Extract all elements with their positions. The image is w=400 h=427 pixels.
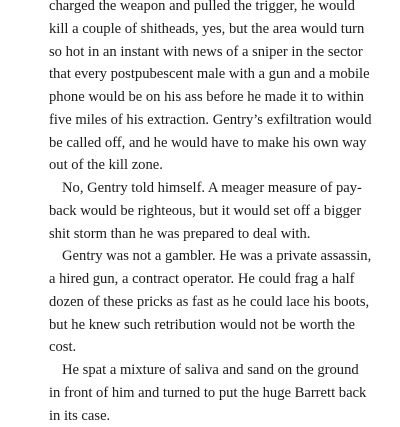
paragraph-1 xyxy=(49,0,354,177)
paragraph-4 xyxy=(49,359,354,427)
text-line: cost. xyxy=(49,336,354,359)
text-line: kill a couple of shitheads, yes, but the area would turn xyxy=(49,18,354,41)
text-line: He spat a mixture of saliva and sand on the ground xyxy=(49,359,354,382)
text-line: phone would be on his ass before he made it to within xyxy=(49,86,354,109)
text-line: in its case. xyxy=(49,405,354,427)
text-line: a hired gun, a contract operator. He could frag a half xyxy=(49,268,354,291)
paragraph-2 xyxy=(49,177,354,245)
text-line: be called off, and he would have to make his own way xyxy=(49,132,354,155)
text-line: dozen of these pricks as fast as he could lace his boots, xyxy=(49,291,354,314)
text-line: five miles of his extraction. Gentry’s exfiltration would xyxy=(49,109,354,132)
text-line: back would be righteous, but it would set off a bigger xyxy=(49,200,354,223)
text-line: Gentry was not a gambler. He was a private assassin, xyxy=(49,245,354,268)
text-line: out of the kill zone. xyxy=(49,154,354,177)
text-line: but he knew such retribution would not be worth the xyxy=(49,314,354,337)
text-line: No, Gentry told himself. A meager measure of pay- xyxy=(49,177,354,200)
text-line: so hot in an instant with news of a sniper in the sector xyxy=(49,41,354,64)
body-text xyxy=(49,0,354,427)
paragraph-3 xyxy=(49,245,354,359)
text-line: in front of him and turned to put the huge Barrett back xyxy=(49,382,354,405)
text-line: charged the weapon and pulled the trigger, he would xyxy=(49,0,354,18)
text-line: shit storm than he was prepared to deal with. xyxy=(49,223,354,246)
text-line: that every postpubescent male with a gun and a mobile xyxy=(49,63,354,86)
